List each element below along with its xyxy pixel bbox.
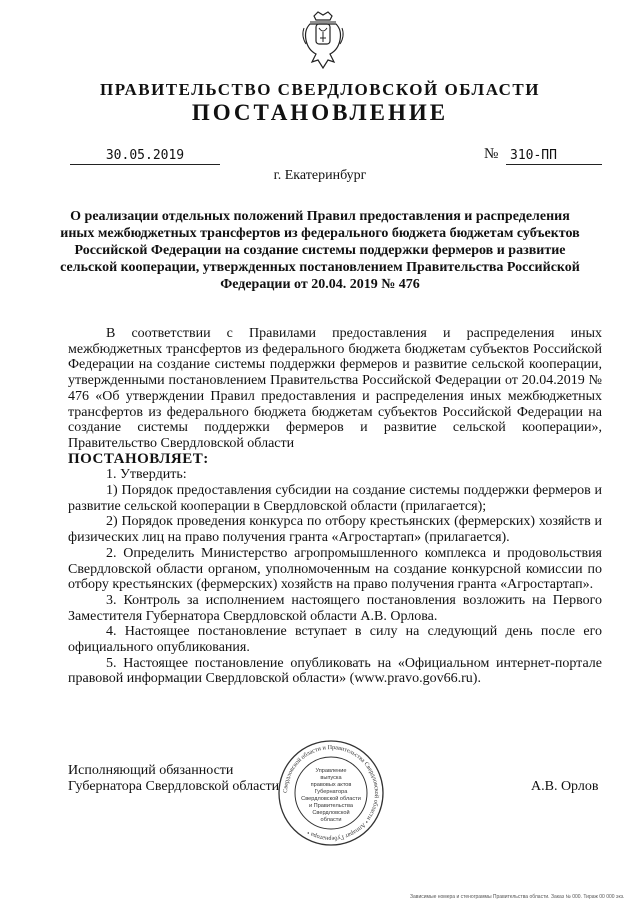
print-footer: Зависимые номера и стенограммы Правительства области. Заказ № 000. Тираж 00 000 экз. <box>410 894 625 900</box>
number-label: № <box>484 146 499 162</box>
document-body <box>68 326 602 687</box>
position-line-2: Губернатора Свердловской области <box>68 779 280 794</box>
document-type: ПОСТАНОВЛЕНИЕ <box>191 100 449 125</box>
position-line-1: Исполняющий обязанности <box>68 763 234 778</box>
svg-text:выпуска: выпуска <box>320 775 342 781</box>
item-3: 3. Контроль за исполнением настоящего постановления возложить на Первого Заместителя Губернатора Свердловской области А.В. Орлова. <box>68 592 602 624</box>
svg-text:и Правительства: и Правительства <box>309 803 353 809</box>
government-name: ПРАВИТЕЛЬСТВО СВЕРДЛОВСКОЙ ОБЛАСТИ <box>100 80 540 99</box>
item-1-1: 1) Порядок предоставления субсидии на создание системы поддержки фермеров и развитие сельской кооперации в Свердловской области (прилагается); <box>68 483 602 514</box>
item-5: 5. Настоящее постановление опубликовать на «Официальном интернет-портале правовой информации Свердловской области» (www.pravo.gov66.ru). <box>68 655 602 687</box>
signatory-name: А.В. Орлов <box>531 779 599 794</box>
coat-of-arms-icon <box>300 10 346 72</box>
svg-text:правовых актов: правовых актов <box>310 782 352 788</box>
svg-text:Свердловской: Свердловской <box>312 810 350 816</box>
city: г. Екатеринбург <box>273 168 367 183</box>
signatory-position <box>68 763 279 795</box>
document-title: О реализации отдельных положений Правил предоставления и распределения иных межбюджетных трансфертов из федерального бюджета бюджетам субъектов Российской Федерации на создание системы поддержки фермеров и развитие сельской кооперации, утвержденных постановлением Правительства Российской Федерации от 20.04. 2019 № 476 <box>60 209 580 292</box>
document-date: 30.05.2019 <box>70 148 220 165</box>
svg-text:Свердловской области: Свердловской области <box>301 796 361 802</box>
item-1-2: 2) Порядок проведения конкурса по отбору крестьянских (фермерских) хозяйств и физических лиц на право получения гранта «Агростартап» (прилагается). <box>68 514 602 546</box>
svg-text:Управление: Управление <box>315 768 347 774</box>
svg-text:области: области <box>320 817 342 823</box>
item-4: 4. Настоящее постановление вступает в силу на следующий день после его официального опубликования. <box>68 624 602 656</box>
stamp-outer-text: Свердловской области и Правительства Свердловской области • Аппарат Губернатора • <box>281 743 381 843</box>
item-1: 1. Утвердить: <box>106 467 187 483</box>
svg-text:Губернатора: Губернатора <box>314 789 348 795</box>
document-number: 310-ПП <box>506 148 602 165</box>
preamble: В соответствии с Правилами предоставления и распределения иных межбюджетных трансфертов из федерального бюджета бюджетам субъектов Российской Федерации на создание системы поддержки фермеров и развитие сельской кооперации, утвержденными постановлением Правительства Российской Федерации от 20.04.2019 № 476 «Об утверждении Правил предоставления и распределения иных межбюджетных трансфертов из федерального бюджета бюджетам субъектов Российской Федерации на создание системы поддержки фермеров и развитие сельской кооперации», Правительство Свердловской области <box>68 326 602 451</box>
official-stamp-icon <box>276 738 386 848</box>
resolves-heading: ПОСТАНОВЛЯЕТ: <box>68 450 209 467</box>
item-2: 2. Определить Министерство агропромышленного комплекса и продовольствия Свердловской области органом, уполномоченным на создание конкурсной комиссии по отбору крестьянских (фермерских) хозяйств на право получения гранта «Агростартап». <box>68 545 602 593</box>
